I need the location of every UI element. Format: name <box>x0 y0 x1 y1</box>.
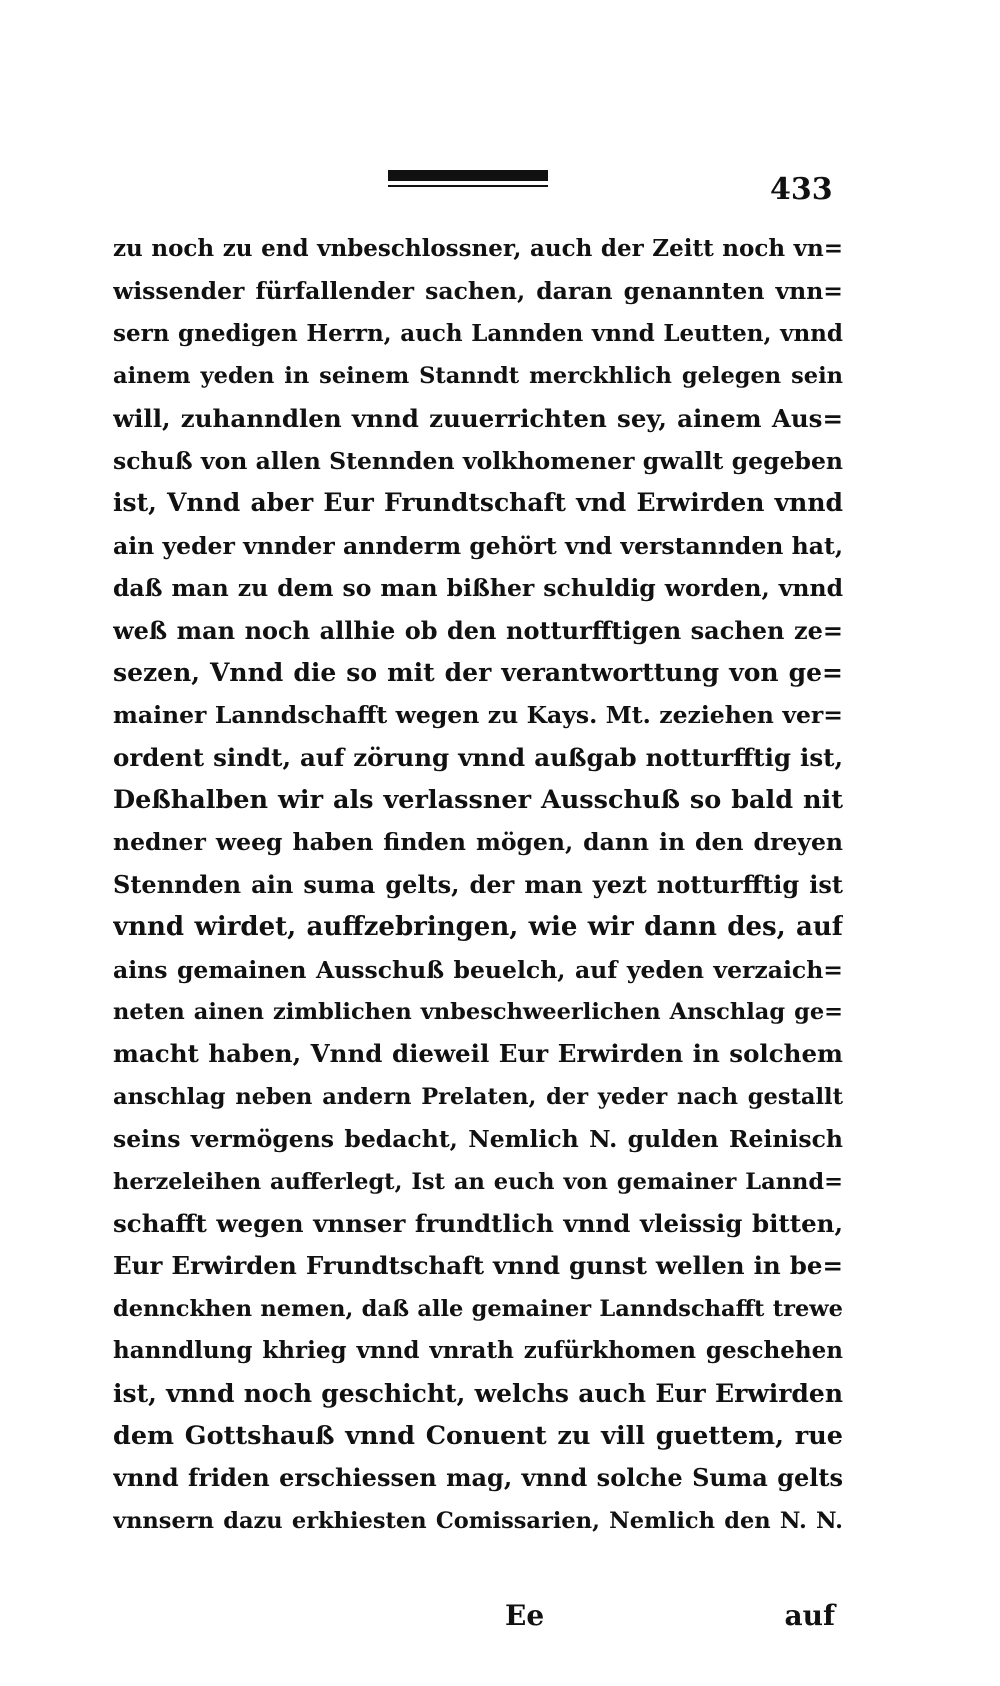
text-line: neten ainen zimblichen vnbeschweerlichen Anschlag ge= <box>113 999 843 1026</box>
text-line: vnnd wirdet, auffzebringen, wie wir dann des, auf <box>113 912 843 943</box>
text-line: Eur Erwirden Frundtschaft vnnd gunst wellen in be= <box>113 1251 843 1281</box>
text-line: dem Gottshauß vnnd Conuent zu vill guettem, rue <box>113 1420 843 1451</box>
body-text <box>113 228 843 1542</box>
text-line: ist, vnnd noch geschicht, welchs auch Eur Erwirden <box>113 1378 843 1408</box>
text-line: will, zuhanndlen vnnd zuuerrichten sey, ainem Aus= <box>113 403 843 433</box>
text-line: ainem yeden in seinem Stanndt merckhlich gelegen sein <box>113 363 843 390</box>
text-line: daß man zu dem so man bißher schuldig worden, vnnd <box>113 574 843 603</box>
catchword: auf <box>784 1599 835 1632</box>
text-line: vnnd friden erschiessen mag, vnnd solche Suma gelts <box>113 1463 843 1493</box>
text-line: macht haben, Vnnd dieweil Eur Erwirden in solchem <box>113 1039 843 1069</box>
header-rule-thick <box>388 170 548 181</box>
text-line: Deßhalben wir als verlassner Ausschuß so bald nit <box>113 785 843 816</box>
text-line: dennckhen nemen, daß alle gemainer Lanndschafft trewe <box>113 1295 843 1322</box>
text-line: wissender fürfallender sachen, daran genannten vnn= <box>113 277 843 306</box>
text-line: schafft wegen vnnser frundtlich vnnd vleissig bitten, <box>113 1208 843 1238</box>
text-line: ain yeder vnnder annderm gehört vnd verstannden hat, <box>113 531 843 560</box>
text-line: nedner weeg haben finden mögen, dann in den dreyen <box>113 828 843 857</box>
header-rule-thin <box>388 185 548 187</box>
text-line: ains gemainen Ausschuß beuelch, auf yeden verzaich= <box>113 955 843 984</box>
text-line: anschlag neben andern Prelaten, der yeder nach gestallt <box>113 1083 843 1110</box>
text-line: ist, Vnnd aber Eur Frundtschaft vnd Erwirden vnnd <box>113 488 843 518</box>
text-line: zu noch zu end vnbeschlossner, auch der Zeitt noch vn= <box>113 235 843 262</box>
text-line: Stennden ain suma gelts, der man yezt notturfftig ist <box>113 869 843 899</box>
text-line: sern gnedigen Herrn, auch Lannden vnnd Leutten, vnnd <box>113 319 843 347</box>
text-line: ordent sindt, auf zörung vnnd außgab notturfftig ist, <box>113 742 843 772</box>
text-line: seins vermögens bedacht, Nemlich N. gulden Reinisch <box>113 1125 843 1154</box>
signature-mark: Ee <box>505 1599 545 1632</box>
text-line: hanndlung khrieg vnnd vnrath zufürkhomen geschehen <box>113 1337 843 1365</box>
text-line: vnnsern dazu erkhiesten Comissarien, Nemlich den N. N. <box>113 1507 843 1534</box>
text-line: sezen, Vnnd die so mit der verantworttung von ge= <box>113 657 843 687</box>
text-line: schuß von allen Stennden volkhomener gwallt gegeben <box>113 446 843 475</box>
page-number: 433 <box>770 172 833 207</box>
text-line: mainer Lanndschafft wegen zu Kays. Mt. zeziehen ver= <box>113 701 843 730</box>
text-line: herzeleihen aufferlegt, Ist an euch von gemainer Lannd= <box>113 1168 843 1195</box>
header-rule <box>388 170 548 190</box>
text-line: weß man noch allhie ob den notturfftigen sachen ze= <box>113 615 843 645</box>
